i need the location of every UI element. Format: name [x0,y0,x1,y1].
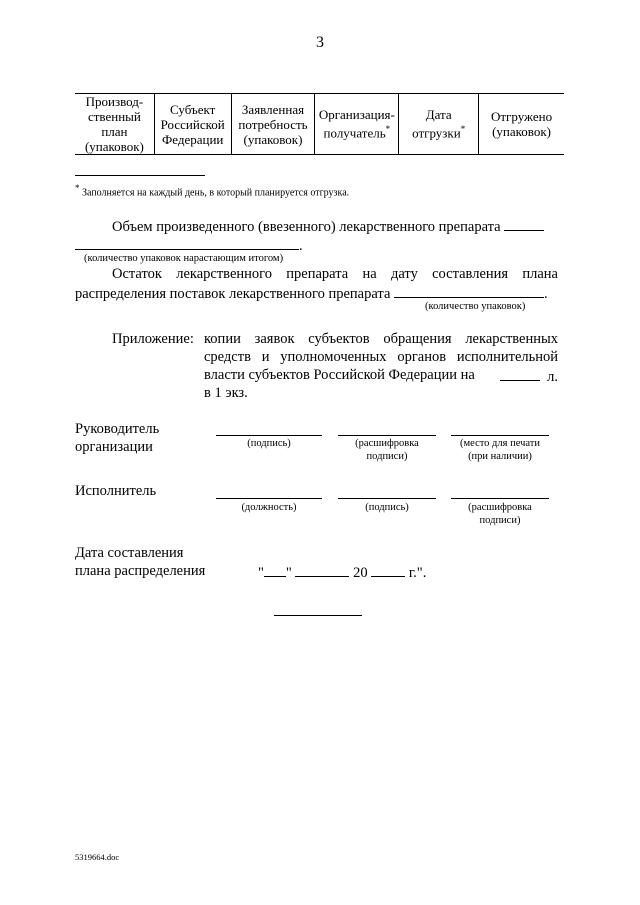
stamp-line [451,435,549,436]
volume-caption: (количество упаковок нарастающим итогом) [84,253,284,264]
appendix-line-1: копии заявок субъектов обращения лекарственных [204,331,558,347]
footnote-mark: * [385,124,391,135]
table-header-row [75,94,564,155]
caption-signature: (подпись) [247,438,291,449]
appendix-label: Приложение: [112,331,194,347]
header-declared-need: Заявленная потребность (упаковок) [231,94,315,155]
appendix-line-4: в 1 экз. [204,385,248,401]
footnote-separator [75,175,205,176]
distribution-table [75,93,564,155]
remainder-line-2: распределения поставок лекарственного препарата . [75,286,548,302]
header-shipped: Отгружено (упаковок) [479,94,564,155]
date-label-2: плана распределения [75,563,206,579]
head-label-1: Руководитель [75,421,160,437]
remainder-caption: (количество упаковок) [425,301,526,312]
signature-line [216,435,322,436]
signature-decoding-line [338,435,436,436]
signature-line [338,498,436,499]
position-line [216,498,322,499]
header-shipment-date: Дата отгрузки* [399,94,479,155]
volume-line-2: . [75,236,303,255]
volume-text: Объем произведенного (ввезенного) лекарственного препарата [112,219,501,235]
caption-signature-decoding: (расшифровка подписи) [355,438,419,462]
page-number: 3 [316,34,324,51]
appendix-line-2: средств и уполномоченных органов исполнительной [204,349,558,365]
header-planned-production: Производ-ственный план (упаковок) [75,94,154,155]
end-separator [274,615,362,616]
appendix-line-3: власти субъектов Российской Федерации на л. [204,367,558,385]
signature-decoding-line [451,498,549,499]
date-label-1: Дата составления [75,545,184,561]
caption-signature: (подпись) [365,502,409,513]
footnote-mark: * [460,124,466,135]
head-label-2: организации [75,439,153,455]
date-field: " " 20 г.". [258,565,427,581]
remainder-line-1: Остаток лекарственного препарата на дату составления плана [112,266,558,282]
header-federal-subject: Субъект Российской Федерации [154,94,231,155]
footnote: * Заполняется на каждый день, в который планируется отгрузка. [75,183,350,199]
footnote-text: Заполняется на каждый день, в который планируется отгрузка. [82,187,350,199]
file-name: 5319664.doc [75,852,120,862]
caption-signature-decoding: (расшифровка подписи) [468,502,532,526]
executor-label: Исполнитель [75,483,157,499]
header-recipient-org: Организация-получатель* [315,94,399,155]
caption-position: (должность) [241,502,297,513]
caption-stamp-place: (место для печати (при наличии) [460,438,540,462]
volume-line [112,217,544,236]
